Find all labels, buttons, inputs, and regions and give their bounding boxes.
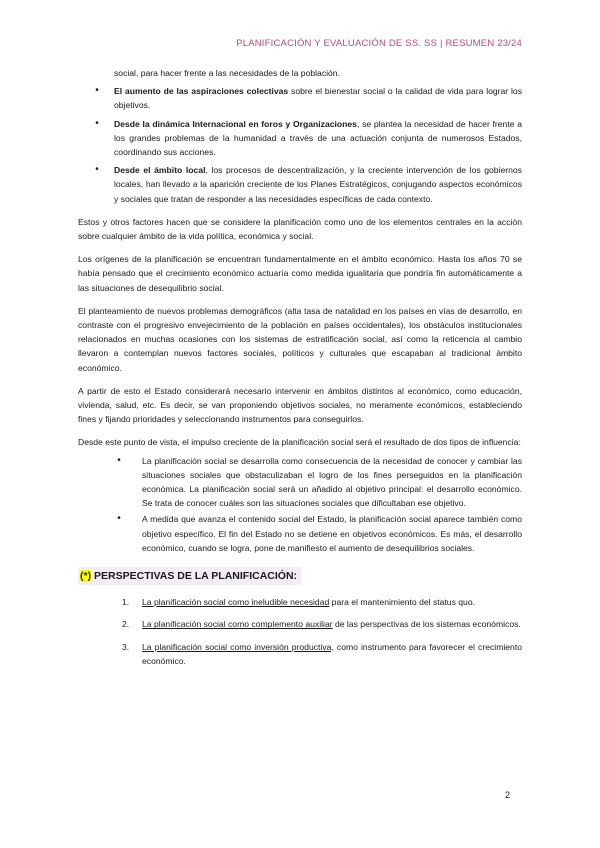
bullet-item [78,117,522,160]
influence-item [78,454,522,511]
influence-text: A medida que avanza el contenido social del Estado, la planificación social aparece también como objetivo específico. El fin del Estado no se detiene en objetivos económicos. Es más, el desarrollo económico, cuando se logra, pone de manifiesto el aumento de desequilibrios sociales. [142,514,522,553]
bullet-lead: El aumento de las aspiraciones colectivas [114,86,289,97]
bullet-icon: • [95,117,99,129]
item-number: 2. [122,619,130,630]
influence-item [78,512,522,555]
continuation-text: social, para hacer frente a las necesidades de la población. [114,68,340,78]
influence-text: La planificación social se desarrolla como consecuencia de la necesidad de conocer y cambiar las situaciones sociales que obstaculizaban el logro de los fines perseguidos en la planificación económica. La planificación social será un añadido al objetivo principal: el desarrollo económico. Se trata de conocer cuáles son las situaciones sociales que dificultaban ese objetivo. [142,455,522,509]
numbered-item [78,617,522,631]
item-text: para el mantenimiento del status quo. [329,597,475,608]
numbered-item [78,640,522,668]
item-text: de las perspectivas de los sistemas económicos. [332,619,521,630]
section-title: PERSPECTIVAS DE LA PLANIFICACIÓN: [91,570,298,583]
bullet-icon: • [117,454,121,466]
paragraph: A partir de esto el Estado considerará necesario intervenir en ámbitos distintos al económico, como educación, vivienda, salud, etc. Es decir, se van proponiendo objetivos sociales, no meramente económicos, estableciendo fines y fijando prioridades y seleccionando instrumentos para conseguirlos. [78,385,522,425]
running-header: PLANIFICACIÓN Y EVALUACIÓN DE SS. SS | RESUMEN 23/24 [236,38,522,49]
paragraph: Desde este punto de vista, el impulso creciente de la planificación social será el resultado de dos tipos de influencia: [78,437,521,448]
bullet-icon: • [95,164,99,176]
item-underlined: La planificación social como complemento auxiliar [142,619,333,630]
section-heading [78,567,301,585]
paragraph: Estos y otros factores hacen que se considere la planificación como uno de los elementos centrales en la acción sobre cualquier ámbito de la vida política, económica y social. [78,216,522,242]
document-body [78,66,522,676]
bullet-text: sobre el bienestar social o la calidad de vida para lograr los objetivos. [114,86,522,111]
bullet-lead: Desde el ámbito local [114,165,206,176]
bullet-item [78,84,522,112]
bullet-text: , se plantea la necesidad de hacer frente a los grandes problemas de la humanidad a través de una actuación conjunta de numerosos Estados, coordinando sus acciones. [114,118,522,158]
bullet-lead: Desde la dinámica Internacional en foros y Organizaciones [114,118,357,129]
item-number: 1. [122,597,130,608]
page-number: 2 [504,790,510,800]
numbered-item [78,595,522,609]
paragraph: El planteamiento de nuevos problemas demográficos (alta tasa de natalidad en los países en vías de desarrollo, en contraste con el progresivo envejecimiento de la población en países occidentales), los obstáculos institucionales relacionados en muchas ocasiones con los sistemas de estratificación social, así como la reticencia al cambio llevaron a contemplan nuevos factores sociales, políticos y culturales que escapaban al tradicional ámbito económico. [78,305,522,373]
bullet-icon: • [95,85,99,97]
highlight-mark: (*) [80,570,92,583]
item-number: 3. [122,641,130,652]
bullet-icon: • [117,513,121,525]
bullet-text: , los procesos de descentralización, y la creciente intervención de los gobiernos locales, han llevado a la aparición creciente de los Planes Estratégicos, conjugando aspectos económicos y sociales que tratan de responder a las necesidades específicas de cada contexto. [114,165,522,204]
item-text: como instrumento para favorecer el crecimiento económico. [142,641,522,666]
paragraph: Los orígenes de la planificación se encuentran fundamentalmente en el ámbito económico. Hasta los años 70 se había pensado que el crecimiento económico actuaría como medida igualitaria que pondría fin automáticamente a las situaciones de desequilibrio social. [78,254,522,293]
item-underlined: La planificación social como inversión productiva, [142,641,334,652]
item-underlined: La planificación social como ineludible necesidad [142,597,330,608]
bullet-item [78,163,522,206]
